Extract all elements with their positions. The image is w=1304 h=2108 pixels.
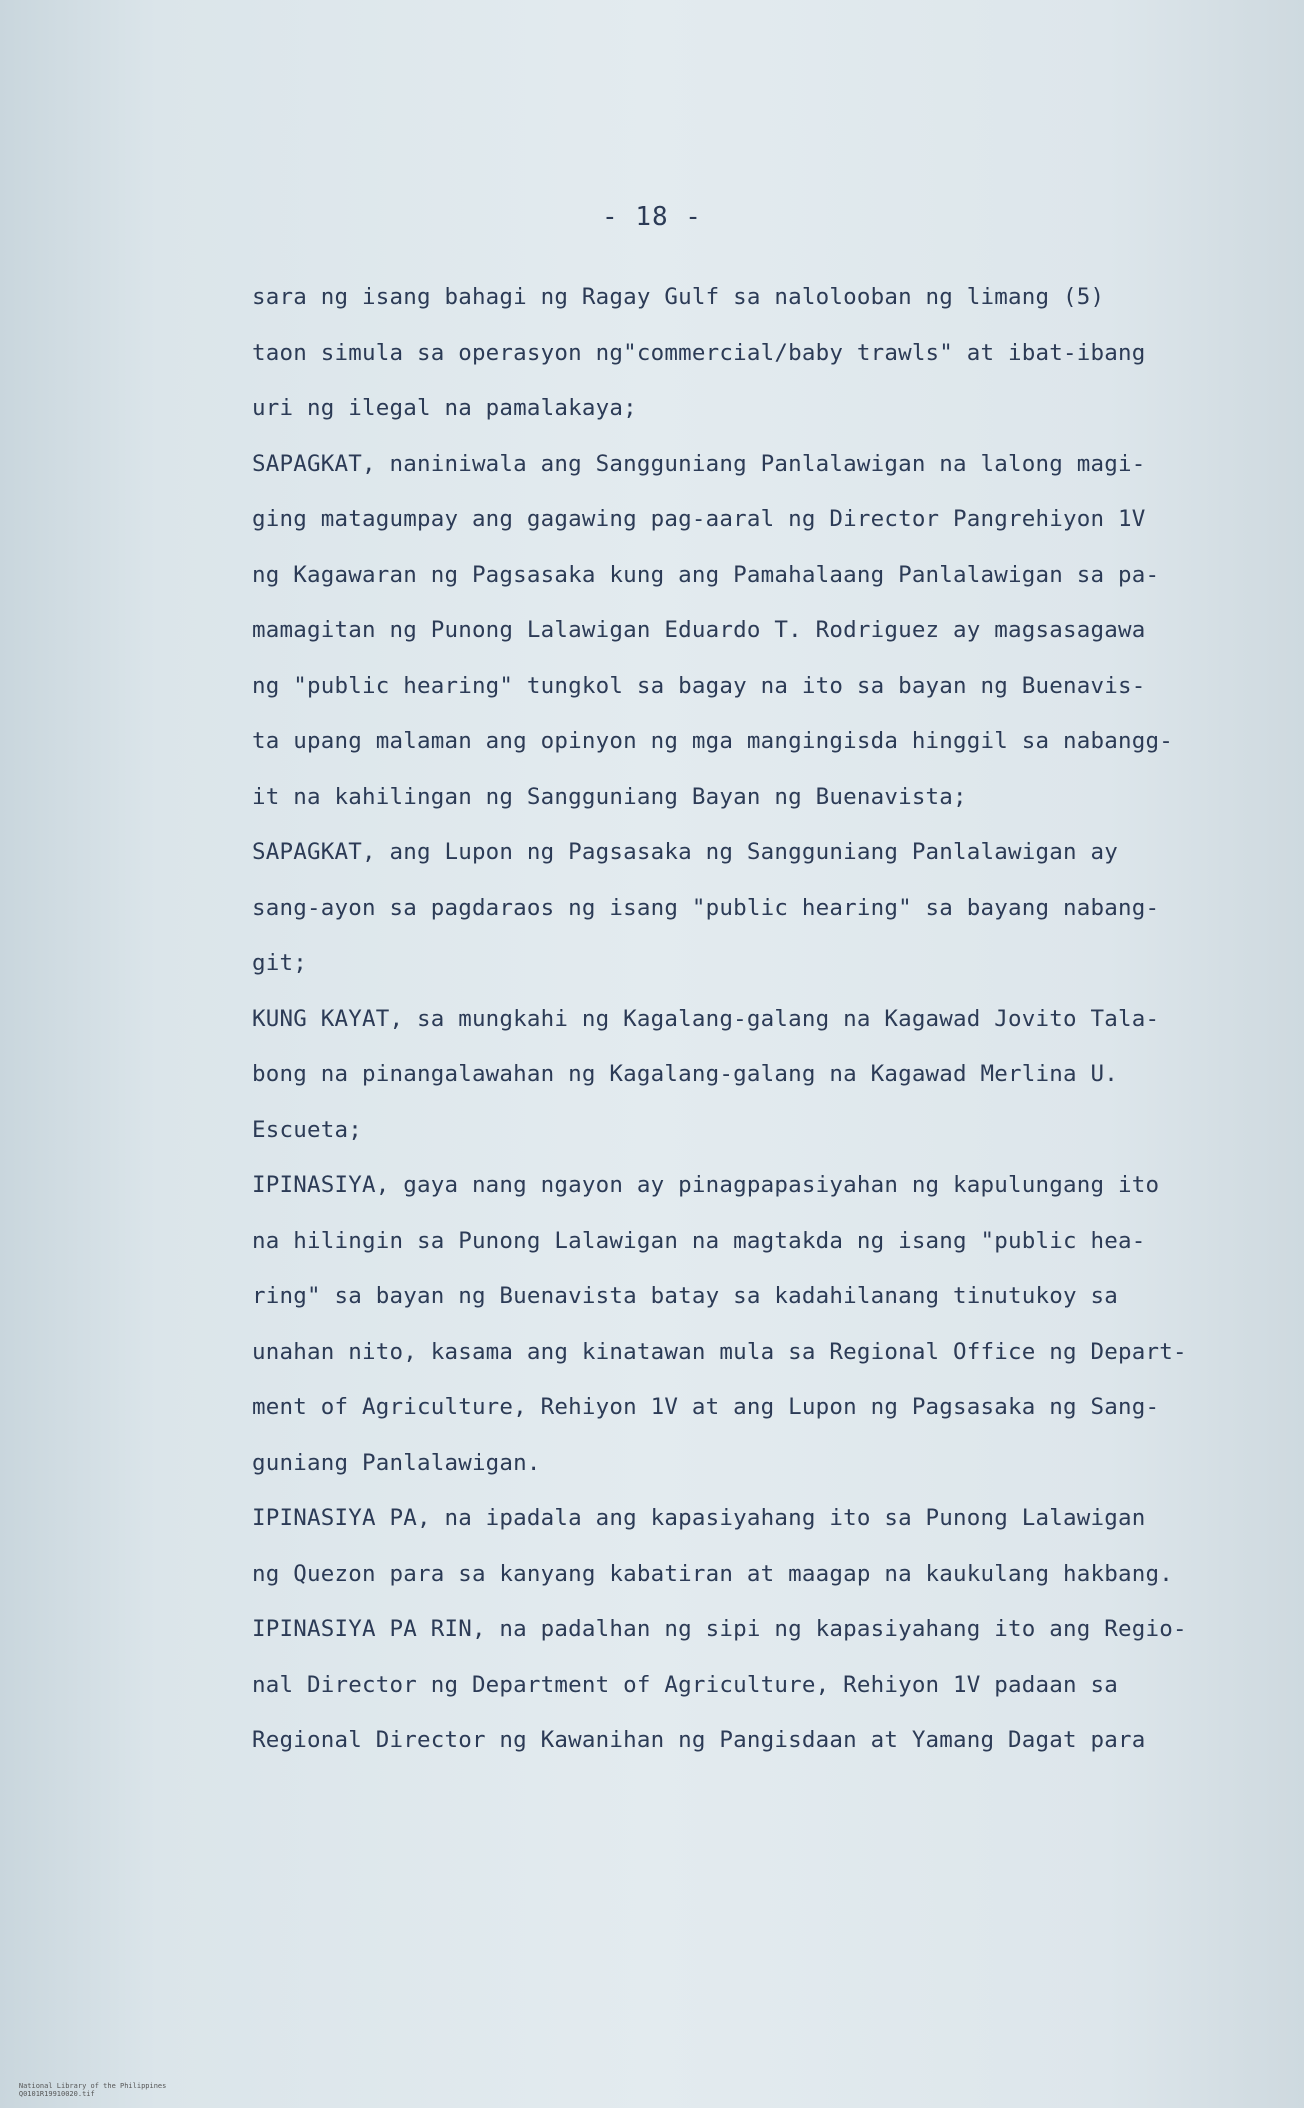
text-line: SAPAGKAT, ang Lupon ng Pagsasaka ng Sangguniang Panlalawigan ay <box>252 839 1119 865</box>
text-line: ment of Agriculture, Rehiyon 1V at ang Lupon ng Pagsasaka ng Sang- <box>252 1394 1160 1420</box>
text-line: taon simula sa operasyon ng"commercial/baby trawls" at ibat-ibang <box>252 339 1146 366</box>
text-line: ring" sa bayan ng Buenavista batay sa kadahilanang tinutukoy sa <box>252 1283 1119 1309</box>
text-line: unahan nito, kasama ang kinatawan mula sa Regional Office ng Depart- <box>252 1338 1187 1365</box>
text-line: sang-ayon sa pagdaraos ng isang "public hearing" sa bayang nabang- <box>252 894 1160 921</box>
text-line: git; <box>252 950 307 976</box>
text-line: bong na pinangalawahan ng Kagalang-galang na Kagawad Merlina U. <box>252 1061 1119 1087</box>
text-line: IPINASIYA PA, na ipadala ang kapasiyahang ito sa Punong Lalawigan <box>252 1505 1146 1531</box>
footer-source: National Library of the Philippines <box>18 2082 167 2090</box>
page-number: - 18 - <box>602 202 702 232</box>
body-text <box>252 270 1192 1769</box>
text-line: ta upang malaman ang opinyon ng mga mangingisda hinggil sa nabangg- <box>252 728 1173 754</box>
text-line: IPINASIYA PA RIN, na padalhan ng sipi ng kapasiyahang ito ang Regio- <box>252 1616 1187 1642</box>
text-line: Escueta; <box>252 1116 362 1143</box>
footer-file: Q0101R19910020.tif <box>18 2090 95 2098</box>
text-line: it na kahilingan ng Sangguniang Bayan ng Buenavista; <box>252 783 967 810</box>
text-line: nal Director ng Department of Agriculture, Rehiyon 1V padaan sa <box>252 1671 1119 1698</box>
text-line: ng "public hearing" tungkol sa bagay na ito sa bayan ng Buenavis- <box>252 672 1146 699</box>
text-line: sara ng isang bahagi ng Ragay Gulf sa nalolooban ng limang (5) <box>252 284 1105 310</box>
text-line: uri ng ilegal na pamalakaya; <box>252 395 637 421</box>
text-line: SAPAGKAT, naniniwala ang Sangguniang Panlalawigan na lalong magi- <box>252 450 1146 477</box>
text-line: Regional Director ng Kawanihan ng Pangisdaan at Yamang Dagat para <box>252 1727 1146 1753</box>
text-line: na hilingin sa Punong Lalawigan na magtakda ng isang "public hea- <box>252 1227 1146 1254</box>
text-line: IPINASIYA, gaya nang ngayon ay pinagpapasiyahan ng kapulungang ito <box>252 1172 1160 1198</box>
text-line: ging matagumpay ang gagawing pag-aaral ng Director Pangrehiyon 1V <box>252 506 1146 532</box>
text-line: guniang Panlalawigan. <box>252 1449 541 1476</box>
text-line: KUNG KAYAT, sa mungkahi ng Kagalang-galang na Kagawad Jovito Tala- <box>252 1005 1160 1032</box>
text-line: ng Kagawaran ng Pagsasaka kung ang Pamahalaang Panlalawigan sa pa- <box>252 561 1160 588</box>
text-line: ng Quezon para sa kanyang kabatiran at maagap na kaukulang hakbang. <box>252 1560 1173 1587</box>
scan-footer <box>2 2074 190 2106</box>
text-line: mamagitan ng Punong Lalawigan Eduardo T. Rodriguez ay magsasagawa <box>252 617 1146 643</box>
